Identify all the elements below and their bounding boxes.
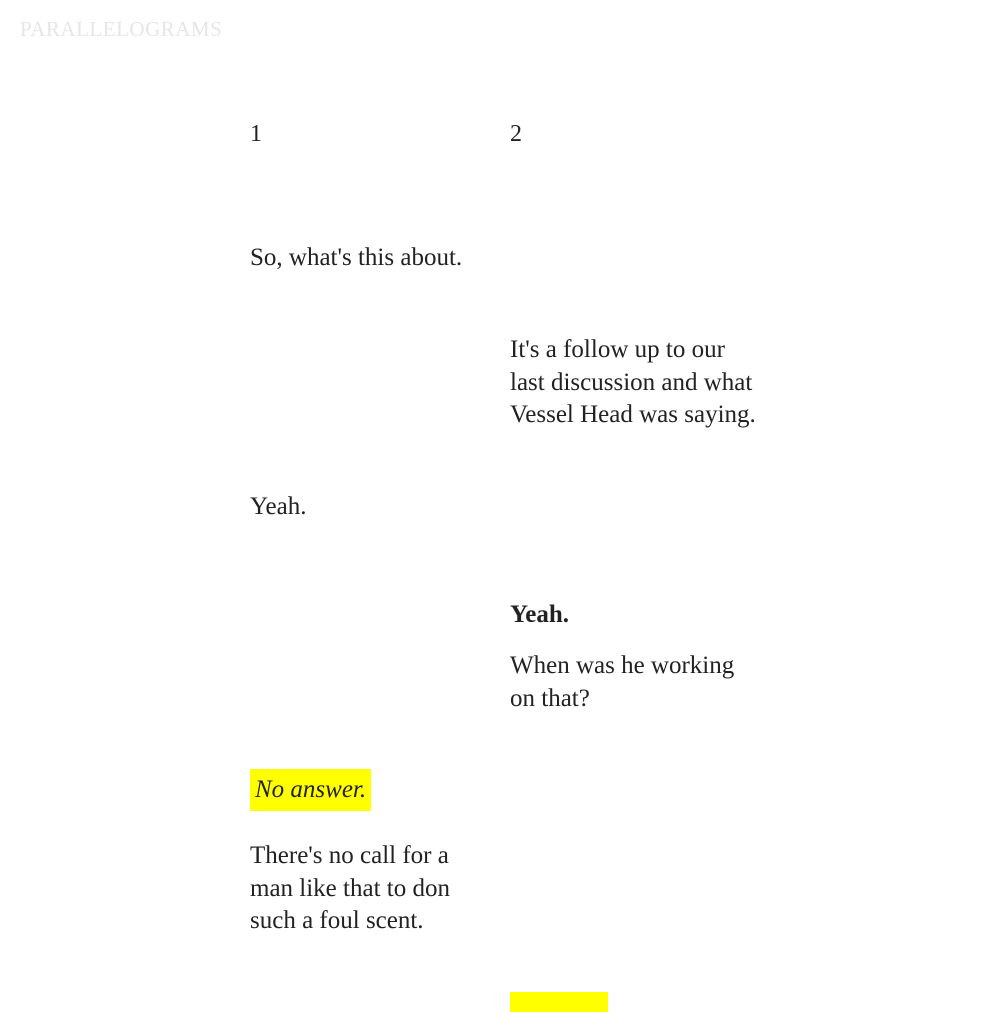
- dialogue-line: There's no call for a man like that to don such a foul scent.: [250, 842, 450, 934]
- highlight-marker: [510, 992, 608, 1012]
- site-title[interactable]: PARALLELOGRAMS: [20, 17, 223, 41]
- dialogue-line: It's a follow up to our last discussion and what Vessel Head was saying.: [510, 336, 756, 428]
- column-1-number: 1: [250, 121, 262, 147]
- dialogue-line: Yeah.: [250, 493, 307, 520]
- dialogue-line: So, what's this about.: [250, 244, 463, 271]
- dialogue-line-bold: Yeah.: [510, 601, 570, 628]
- dialogue-line: When was he working on that?: [510, 652, 735, 712]
- column-2-number: 2: [510, 121, 522, 147]
- highlighted-line-container: [250, 769, 480, 811]
- highlighted-stage-direction: No answer.: [250, 769, 371, 811]
